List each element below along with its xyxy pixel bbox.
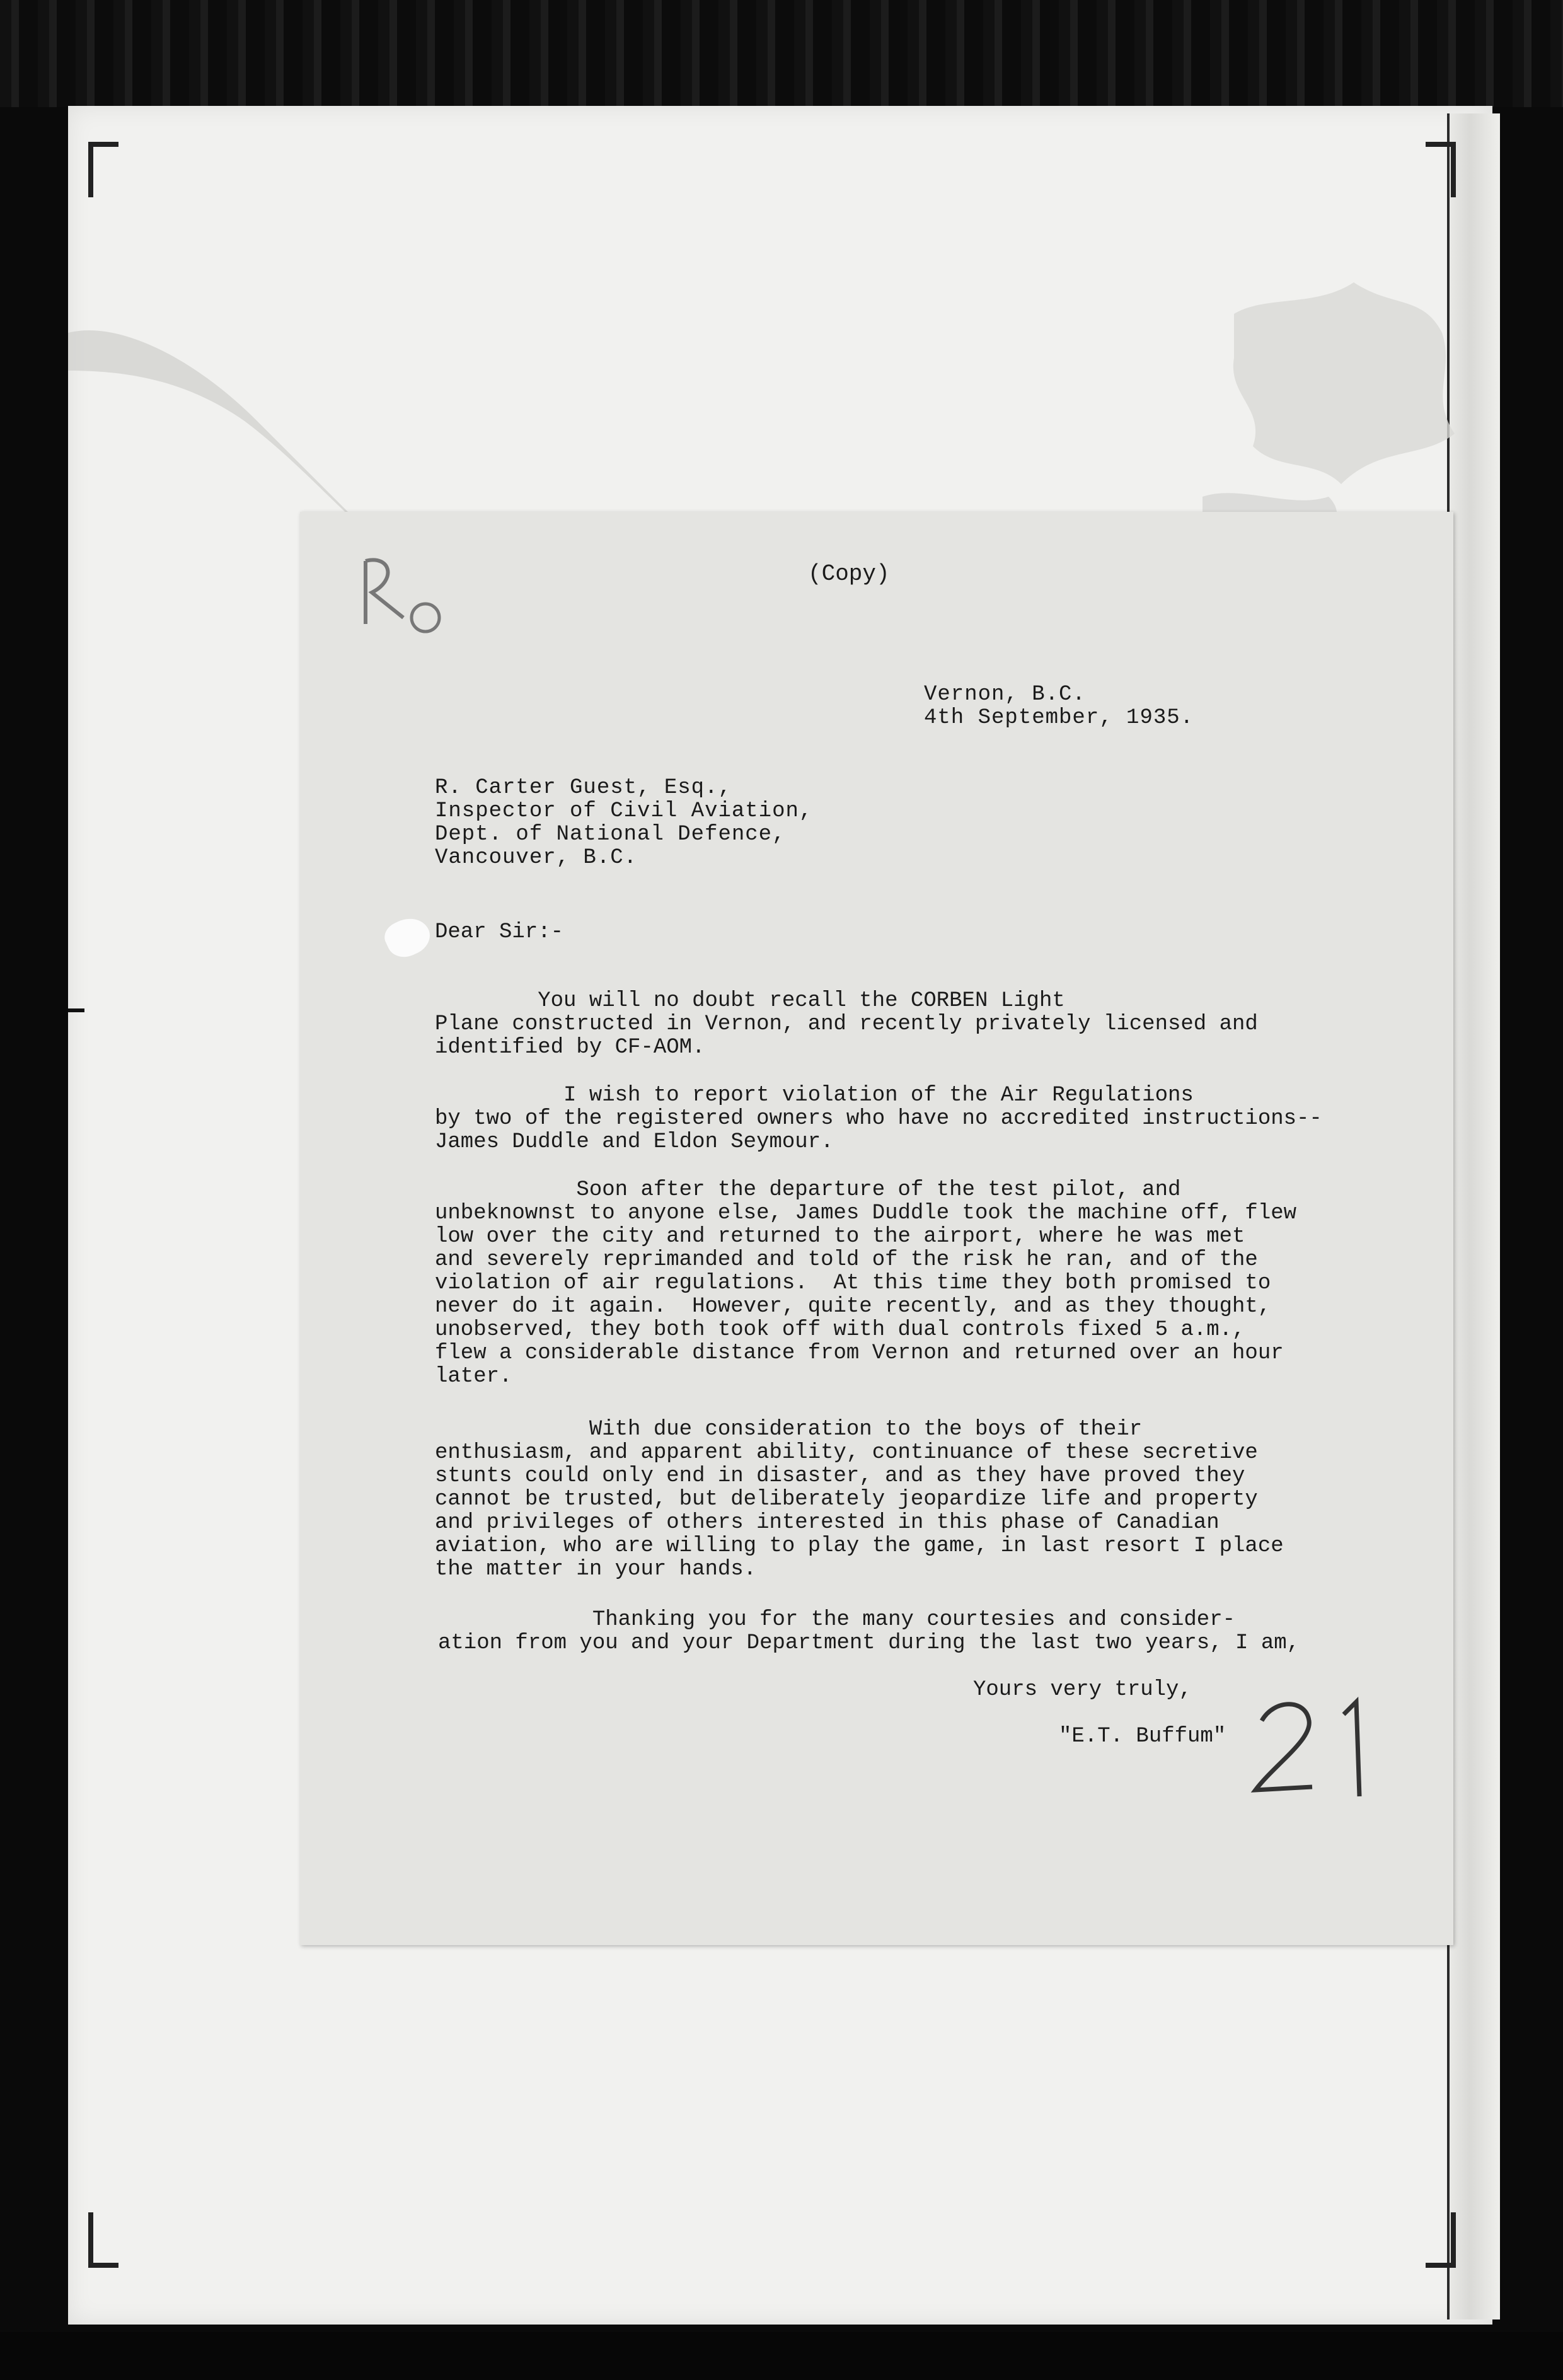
paragraph-line: ation from you and your Department during the last two years, I am, <box>438 1631 1300 1655</box>
paragraph-2 <box>435 1084 1322 1154</box>
handwritten-page-number <box>1249 1695 1394 1803</box>
paragraph-line: Thanking you for the many courtesies and consider- <box>438 1608 1236 1632</box>
paragraph-5 <box>438 1609 1300 1655</box>
paragraph-line: later. <box>435 1365 512 1389</box>
paragraph-line: cannot be trusted, but deliberately jeopardize life and property <box>435 1488 1258 1511</box>
paragraph-line: unbeknownst to anyone else, James Duddle took the machine off, flew <box>435 1201 1297 1225</box>
recipient-city: Vancouver, B.C. <box>435 846 638 870</box>
paragraph-line: violation of air regulations. At this time they both promised to <box>435 1271 1271 1295</box>
paragraph-line: With due consideration to the boys of their <box>435 1418 1143 1441</box>
paragraph-line: by two of the registered owners who have no accredited instructions-- <box>435 1107 1322 1131</box>
paragraph-line: never do it again. However, quite recently, and as they thought, <box>435 1295 1271 1319</box>
film-edge-top <box>0 0 1563 107</box>
crop-mark-top-right <box>1426 142 1456 197</box>
paragraph-line: stunts could only end in disaster, and as they have proved they <box>435 1464 1245 1488</box>
crop-mark-bottom-right <box>1426 2212 1456 2268</box>
paragraph-line: and privileges of others interested in this phase of Canadian <box>435 1511 1220 1535</box>
paragraph-line: aviation, who are willing to play the game, in last resort I place <box>435 1534 1284 1558</box>
signature: "E.T. Buffum" <box>1059 1724 1226 1748</box>
paragraph-line: James Duddle and Eldon Seymour. <box>435 1130 834 1154</box>
paragraph-line: Plane constructed in Vernon, and recently privately licensed and <box>435 1012 1258 1036</box>
paragraph-line: I wish to report violation of the Air Regulations <box>435 1083 1194 1107</box>
paragraph-line: flew a considerable distance from Vernon and returned over an hour <box>435 1341 1284 1365</box>
letter-date: 4th September, 1935. <box>924 706 1194 730</box>
copy-label: (Copy) <box>808 561 890 587</box>
sender-block <box>924 683 1194 730</box>
salutation: Dear Sir:- <box>435 920 564 944</box>
paragraph-1 <box>435 990 1258 1060</box>
margin-tick-mark <box>68 1008 84 1012</box>
recipient-address <box>435 777 812 870</box>
sender-place: Vernon, B.C. <box>924 683 1086 707</box>
paragraph-line: the matter in your hands. <box>435 1557 757 1581</box>
paragraph-line: low over the city and returned to the airport, where he was met <box>435 1225 1245 1249</box>
paragraph-line: enthusiasm, and apparent ability, continuance of these secretive <box>435 1441 1258 1465</box>
handwritten-initial-mark <box>353 555 454 637</box>
recipient-title: Inspector of Civil Aviation, <box>435 799 813 823</box>
recipient-department: Dept. of National Defence, <box>435 823 786 846</box>
crop-mark-bottom-left <box>88 2212 118 2268</box>
film-edge-bottom <box>0 2332 1563 2380</box>
closing: Yours very truly, <box>973 1678 1192 1702</box>
paragraph-line: Soon after the departure of the test pilot, and <box>435 1178 1181 1202</box>
recipient-name: R. Carter Guest, Esq., <box>435 776 732 800</box>
paragraph-line: You will no doubt recall the CORBEN Light <box>435 989 1065 1013</box>
paragraph-line: unobserved, they both took off with dual controls fixed 5 a.m., <box>435 1318 1245 1342</box>
crop-mark-top-left <box>88 142 118 197</box>
paragraph-line: identified by CF-AOM. <box>435 1036 705 1060</box>
paragraph-4 <box>435 1418 1284 1581</box>
paragraph-line: and severely reprimanded and told of the risk he ran, and of the <box>435 1248 1258 1272</box>
paragraph-3 <box>435 1179 1296 1389</box>
